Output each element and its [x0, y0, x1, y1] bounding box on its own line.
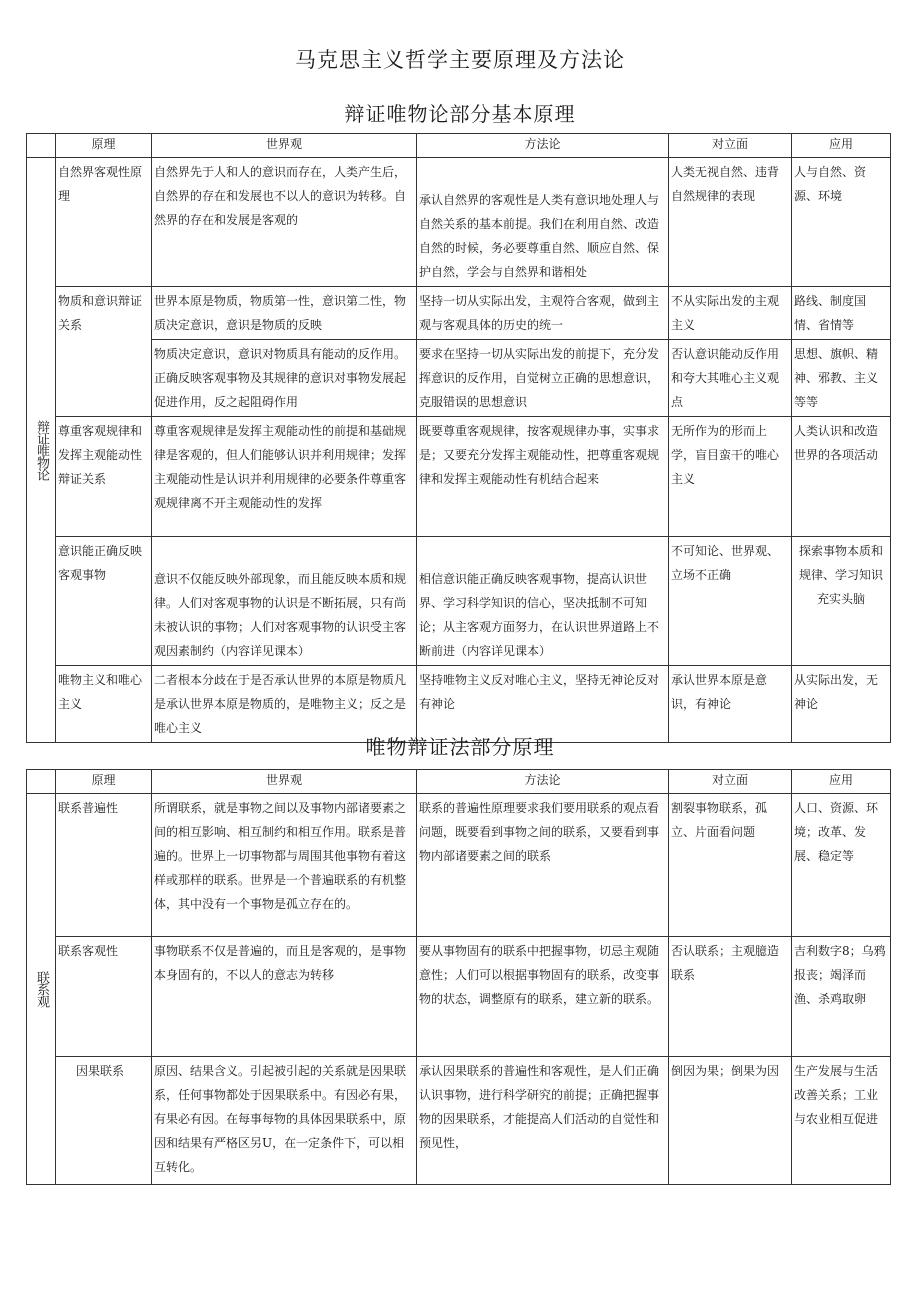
header-blank [27, 770, 56, 794]
methodology-cell: 坚持一切从实际出发，主观符合客观，做到主观与客观具体的历史的统一 [417, 287, 669, 340]
opposite-cell: 否认联系；主观臆造联系 [669, 937, 792, 1057]
principle-cell: 联系普遍性 [56, 794, 152, 937]
methodology-cell: 坚持唯物主义反对唯心主义，坚持无神论反对有神论 [417, 666, 669, 743]
table-header-row [27, 134, 891, 158]
table-row [27, 340, 891, 417]
principle-cell: 自然界客观性原理 [56, 158, 152, 287]
header-opposite: 对立面 [669, 134, 792, 158]
application-cell: 从实际出发，无神论 [792, 666, 891, 743]
header-principle: 原理 [56, 770, 152, 794]
opposite-cell: 不从实际出发的主观主义 [669, 287, 792, 340]
header-application: 应用 [792, 770, 891, 794]
opposite-cell: 承认世界本原是意识，有神论 [669, 666, 792, 743]
table-row [27, 287, 891, 340]
group-label-cell [27, 794, 56, 1185]
dialectical-materialism-table [26, 133, 891, 743]
methodology-cell: 要求在坚持一切从实际出发的前提下，充分发挥意识的反作用，自觉树立正确的思想意识，克服错误的思想意识 [417, 340, 669, 417]
worldview-cell: 二者根本分歧在于是否承认世界的本原是物质凡是承认世界本原是物质的，是唯物主义；反之是唯心主义 [152, 666, 417, 743]
table-row [27, 937, 891, 1057]
worldview-cell: 所谓联系，就是事物之间以及事物内部诸要素之间的相互影响、相互制约和相互作用。联系是普遍的。世界上一切事物都与周围其他事物有着这样或那样的联系。世界是一个普遍联系的有机整体，其中没有一个事物是孤立存在的。 [152, 794, 417, 937]
application-cell: 路线、制度国情、省情等 [792, 287, 891, 340]
header-worldview: 世界观 [152, 134, 417, 158]
materialist-dialectics-table [26, 769, 891, 1185]
worldview-cell: 世界本原是物质，物质第一性，意识第二性，物质决定意识，意识是物质的反映 [152, 287, 417, 340]
group-label: 辩证唯物论 [34, 420, 49, 480]
application-cell: 人与自然、资源、环境 [792, 158, 891, 287]
opposite-cell: 割裂事物联系，孤立、片面看问题 [669, 794, 792, 937]
table-row [27, 1057, 891, 1185]
section-title-materialist-dialectics: 唯物辩证法部分原理 [365, 735, 555, 759]
table-header-row [27, 770, 891, 794]
header-application: 应用 [792, 134, 891, 158]
opposite-cell: 不可知论、世界观、立场不正确 [669, 537, 792, 666]
methodology-cell: 既要尊重客观规律，按客观规律办事，实事求是；又要充分发挥主观能动性，把尊重客观规律和发挥主观能动性有机结合起来 [417, 417, 669, 537]
application-cell: 思想、旗帜、精神、邪教、主义等等 [792, 340, 891, 417]
application-cell: 探索事物本质和规律、学习知识充实头脑 [792, 537, 891, 666]
table-row [27, 158, 891, 287]
application-cell: 生产发展与生活改善关系；工业与农业相互促进 [792, 1057, 891, 1185]
table-row [27, 537, 891, 666]
header-methodology: 方法论 [417, 770, 669, 794]
application-cell: 人口、资源、环境；改革、发展、稳定等 [792, 794, 891, 937]
methodology-cell: 要从事物固有的联系中把握事物，切忌主观随意性；人们可以根据事物固有的联系，改变事物的状态，调整原有的联系，建立新的联系。 [417, 937, 669, 1057]
methodology-cell: 联系的普遍性原理要求我们要用联系的观点看问题，既要看到事物之间的联系，又要看到事物内部诸要素之间的联系 [417, 794, 669, 937]
worldview-cell: 原因、结果含义。引起被引起的关系就是因果联系，任何事物都处于因果联系中。有因必有果，有果必有因。在每事每物的具体因果联系中，原因和结果有严格区另U，在一定条件下，可以相互转化。 [152, 1057, 417, 1185]
table-row [27, 417, 891, 537]
opposite-cell: 倒因为果；倒果为因 [669, 1057, 792, 1185]
header-principle: 原理 [56, 134, 152, 158]
header-blank [27, 134, 56, 158]
page-title: 马克思主义哲学主要原理及方法论 [295, 48, 625, 72]
principle-cell: 意识能正确反映客观事物 [56, 537, 152, 666]
group-label-cell [27, 158, 56, 743]
methodology-cell: 承认自然界的客观性是人类有意识地处理人与自然关系的基本前提。我们在利用自然、改造自然的时候，务必要尊重自然、顺应自然、保护自然，学会与自然界和谐相处 [417, 158, 669, 287]
section-title-dialectical-materialism: 辩证唯物论部分基本原理 [344, 102, 576, 126]
principle-cell: 尊重客观规律和发挥主观能动性辩证关系 [56, 417, 152, 537]
application-cell: 人类认识和改造世界的各项活动 [792, 417, 891, 537]
principle-cell: 因果联系 [56, 1057, 152, 1185]
worldview-cell: 物质决定意识，意识对物质具有能动的反作用。正确反映客观事物及其规律的意识对事物发展起促进作用，反之起阻碍作用 [152, 340, 417, 417]
methodology-cell: 承认因果联系的普遍性和客观性，是人们正确认识事物，进行科学研究的前提；正确把握事物的因果联系，才能提高人们活动的自觉性和预见性， [417, 1057, 669, 1185]
principle-cell: 唯物主义和唯心主义 [56, 666, 152, 743]
worldview-cell: 事物联系不仅是普遍的，而且是客观的，是事物本身固有的，不以人的意志为转移 [152, 937, 417, 1057]
table-row [27, 794, 891, 937]
application-cell: 吉利数字8；乌鸦报丧；竭泽而渔、杀鸡取卵 [792, 937, 891, 1057]
worldview-cell: 尊重客观规律是发挥主观能动性的前提和基础规律是客观的，但人们能够认识并利用规律；发挥主观能动性是认识并利用规律的必要条件尊重客观规律离不开主观能动性的发挥 [152, 417, 417, 537]
group-label: 联系观 [34, 971, 49, 1007]
opposite-cell: 人类无视自然、违背自然规律的表现 [669, 158, 792, 287]
header-worldview: 世界观 [152, 770, 417, 794]
principle-cell: 物质和意识辩证关系 [56, 287, 152, 417]
worldview-cell: 意识不仅能反映外部现象，而且能反映本质和规律。人们对客观事物的认识是不断拓展，只有尚未被认识的事物；人们对客观事物的认识受主客观因素制约（内容详见课本） [152, 537, 417, 666]
principle-cell: 联系客观性 [56, 937, 152, 1057]
header-methodology: 方法论 [417, 134, 669, 158]
opposite-cell: 无所作为的形而上学，盲目蛮干的唯心主义 [669, 417, 792, 537]
worldview-cell: 自然界先于人和人的意识而存在，人类产生后，自然界的存在和发展也不以人的意识为转移。自然界的存在和发展是客观的 [152, 158, 417, 287]
header-opposite: 对立面 [669, 770, 792, 794]
opposite-cell: 否认意识能动反作用和夸大其唯心主义观点 [669, 340, 792, 417]
methodology-cell: 相信意识能正确反映客观事物，提高认识世界、学习科学知识的信心，坚决抵制不可知论；从主客观方面努力，在认识世界道路上不断前进（内容详见课本） [417, 537, 669, 666]
